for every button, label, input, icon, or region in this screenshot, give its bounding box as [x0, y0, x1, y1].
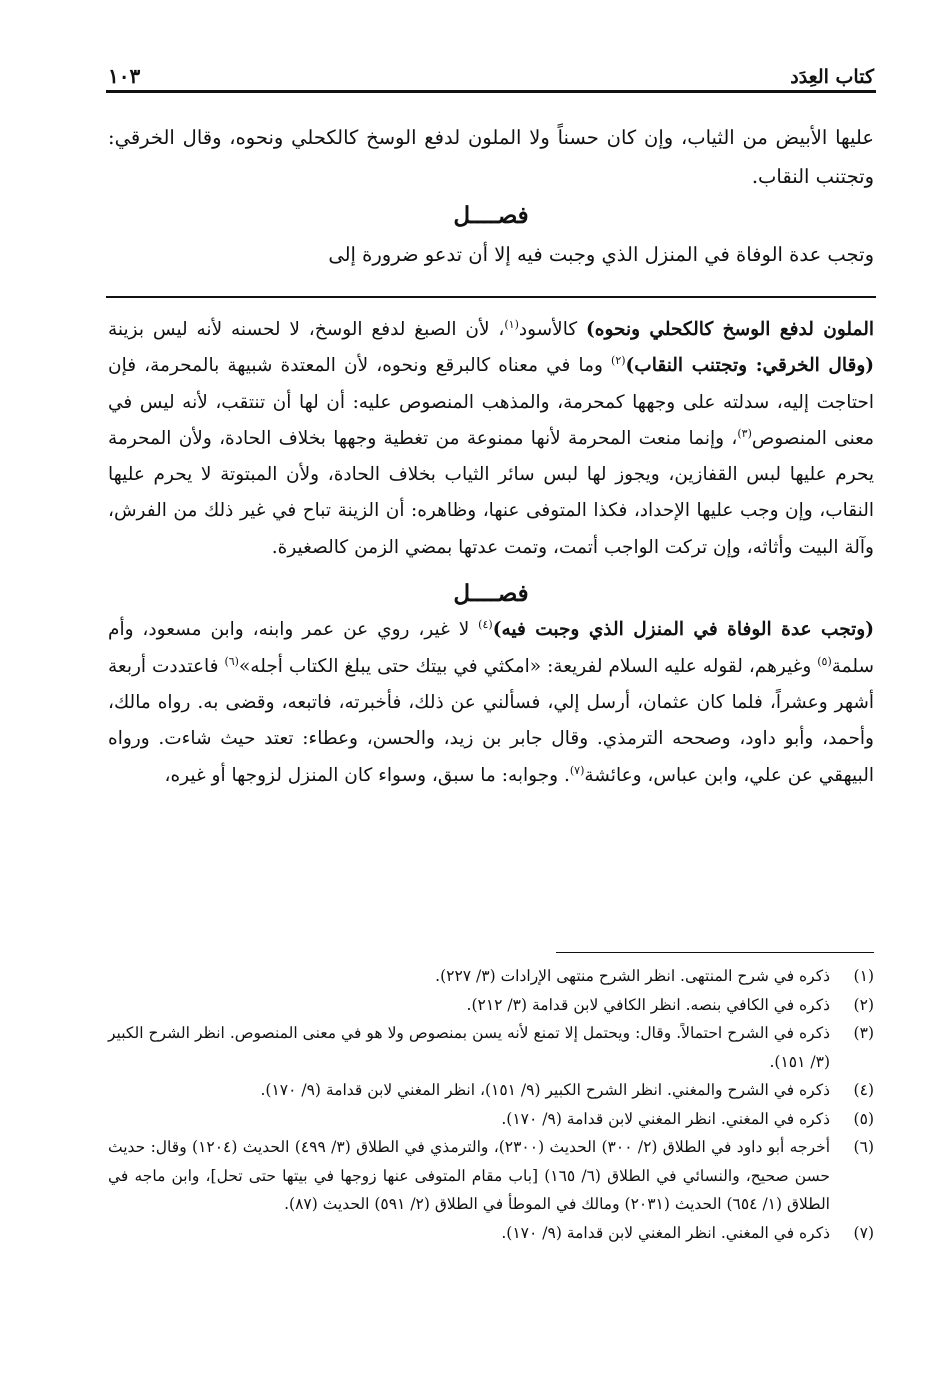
footnote — [108, 1019, 874, 1076]
section-heading-1: فصــــل — [453, 202, 529, 229]
footnote-separator — [556, 952, 874, 953]
sharh-text-run: فاعتددت أربعة أشهر وعشراً، فلما كان عثمان، أرسل إلي، فسألني عن ذلك، فأخبرته، فاتبعه، وقضى به. رواه مالك، وأحمد، وأبو داود، وصححه الترمذي. وقال جابر بن زيد، والحسن، وعطاء: تعتد حيث شاءت. ورواه البيهقي عن علي، وابن عباس، وعائشة — [108, 655, 874, 786]
matn-sharh-separator — [106, 296, 876, 298]
matn-paragraph-2: وتجب عدة الوفاة في المنزل الذي وجبت فيه إلا أن تدعو ضرورة إلى — [328, 243, 874, 266]
footnote-number: (١) — [853, 967, 874, 985]
footnote-ref: (٣) — [737, 426, 752, 440]
footnote-number: (٢) — [853, 995, 874, 1014]
footnote-ref: (٦) — [224, 654, 239, 668]
sharh-paragraph-1 — [108, 312, 874, 566]
sharh-text-run: لا غير، روي عن عمر وابنه، وابن مسعود، وأم سلمة — [108, 619, 874, 677]
footnote-number: (٥) — [853, 1109, 874, 1128]
footnote — [108, 1076, 874, 1105]
footnote-number: (٤) — [853, 1081, 874, 1099]
section-heading-2: فصــــل — [453, 580, 529, 608]
sharh-paragraph-2 — [108, 612, 874, 793]
footnote — [108, 962, 874, 991]
matn-text — [108, 118, 874, 274]
footnote-ref: (١) — [504, 317, 519, 331]
footnote — [108, 1133, 874, 1219]
footnote-ref: (٥) — [817, 654, 832, 668]
quoted-matn: الملون لدفع الوسخ كالكحلي ونحوه) — [586, 319, 874, 340]
footnotes — [108, 962, 874, 1247]
page-number: ١٠٣ — [108, 64, 141, 88]
quoted-matn: (وقال الخرقي: وتجتنب النقاب) — [625, 355, 875, 377]
footnote-ref: (٧) — [569, 763, 585, 777]
footnote-text: ذكره في المغني. انظر المغني لابن قدامة (٩/ ١٧٠). — [501, 1223, 830, 1242]
footnote-text: ذكره في المغني. انظر المغني لابن قدامة (٩/ ١٧٠). — [501, 1109, 830, 1128]
footnote-text: أخرجه أبو داود في الطلاق (٢/ ٣٠٠) الحديث (٢٣٠٠)، والترمذي في الطلاق (٣/ ٤٩٩) الحديث (١٢٠٤) وقال: حديث حسن صحيح، والنسائي في الطلاق (٦/ ١٦٥) [باب مقام المتوفى عنها زوجها في بيتها حتى تحل]، وابن ماجه في الطلاق (١/ ٦٥٤) الحديث (٢٠٣١) ومالك في الموطأ في الطلاق (٢/ ٥٩١) الحديث (٨٧). — [108, 1138, 831, 1213]
footnote — [108, 1105, 874, 1134]
footnote — [108, 1219, 874, 1248]
footnote-ref: (٤) — [478, 618, 493, 632]
sharh-text-run: ، لأن الصبغ لدفع الوسخ، لا لحسنه لأنه ليس بزينة — [108, 319, 505, 340]
sharh-text — [108, 312, 874, 794]
footnote-text: ذكره في الشرح احتمالاً. وقال: ويحتمل إلا تمنع لأنه يسن بمنصوص ولا هو في معنى المنصوص. انظر الشرح الكبير (٣/ ١٥١). — [108, 1024, 830, 1071]
sharh-text-run: وما في معناه كالبرقع ونحوه، لأن المعتدة شبيهة بالمحرمة، فإن احتاجت إليه، سدلته على وجهها كمحرمة، والمذهب المنصوص عليه: أن لها أن تنتقب، لأنه ليس في معنى المنصوص — [108, 355, 874, 449]
footnote-number: (٣) — [853, 1024, 874, 1042]
footnote — [108, 991, 874, 1020]
footnote-text: ذكره في شرح المنتهى. انظر الشرح منتهى الإرادات (٣/ ٢٢٧). — [435, 967, 830, 985]
footnote-ref: (٢) — [611, 354, 626, 368]
footnote-number: (٦) — [853, 1138, 874, 1156]
matn-paragraph-1: عليها الأبيض من الثياب، وإن كان حسناً ولا الملون لدفع الوسخ كالكحلي ونحوه، وقال الخرقي: وتجتنب النقاب. — [108, 126, 874, 188]
sharh-text-run: وغيرهم، لقوله عليه السلام لفريعة: «امكثي في بيتك حتى يبلغ الكتاب أجله» — [238, 655, 818, 677]
footnote-number: (٧) — [853, 1223, 874, 1242]
footnote-text: ذكره في الشرح والمغني. انظر الشرح الكبير (٩/ ١٥١)، انظر المغني لابن قدامة (٩/ ١٧٠). — [260, 1081, 830, 1099]
sharh-text-run: . وجوابه: ما سبق، وسواء كان المنزل لزوجها أو غيره، — [164, 764, 570, 786]
footnote-text: ذكره في الكافي بنصه. انظر الكافي لابن قدامة (٣/ ٢١٢). — [466, 995, 830, 1014]
running-header — [108, 52, 874, 88]
sharh-text-run: ، وإنما منعت المحرمة لأنها ممنوعة من تغطية وجهها بخلاف الحادة، ولأن المحرمة يحرم عليها لبس القفازين، ويجوز لها لبس سائر الثياب بخلاف الحادة، ولأن المبتوتة لا يحرم عليها النقاب، وإن وجب عليها الإحداد، فكذا المتوفى عنها، وظاهره: أن الزينة تباح في غير ذلك من الفرش، وآلة البيت وأثاثه، وإن تركت الواجب أتمت، وتمت عدتها بمضي الزمن كالصغيرة. — [108, 427, 874, 558]
header-rule — [106, 90, 876, 93]
chapter-title: كتاب العِدَد — [790, 66, 874, 88]
quoted-matn: (وتجب عدة الوفاة في المنزل الذي وجبت فيه) — [492, 619, 874, 641]
sharh-text-run: كالأسود — [518, 319, 586, 340]
